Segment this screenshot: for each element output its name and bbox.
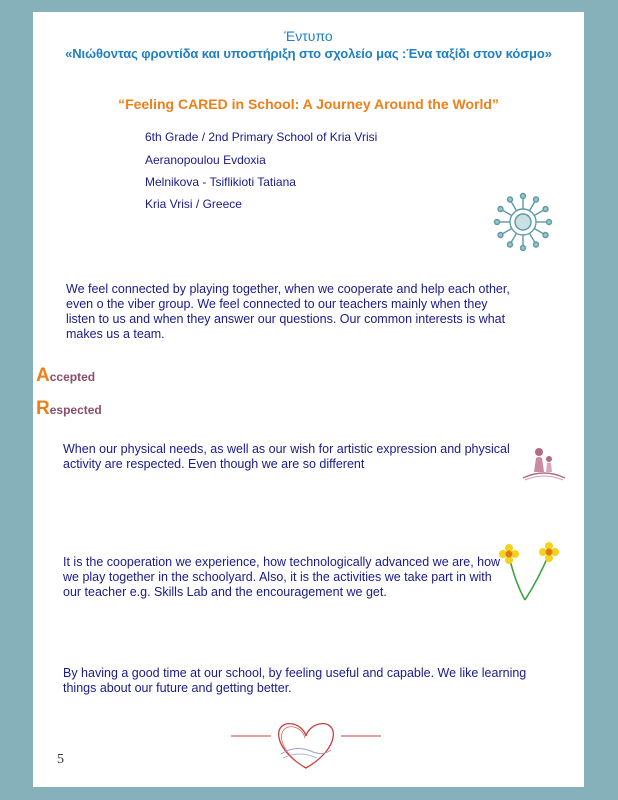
info-teacher-2: Melnikova - Tsiflikioti Tatiana <box>145 175 296 189</box>
text-line: We feel connected by playing together, when we cooperate and help each other, <box>66 282 510 296</box>
respected-paragraph <box>63 442 510 472</box>
text-line: By having a good time at our school, by feeling useful and capable. We like learning <box>63 666 527 680</box>
text-line: activity are respected. Even though we are so different <box>63 457 365 471</box>
enjoy-paragraph <box>63 555 500 600</box>
text-line: even o the viber group. We feel connected to our teachers mainly when they <box>66 297 488 311</box>
text-line: When our physical needs, as well as our wish for artistic expression and physical <box>63 442 510 456</box>
english-title: “Feeling CARED in School: A Journey Around the World” <box>118 96 499 112</box>
info-school: 6th Grade / 2nd Primary School of Kria Vrisi <box>145 130 378 144</box>
respected-heading <box>36 398 102 420</box>
parent-child-icon <box>521 444 567 482</box>
heart-hands-icon <box>231 714 381 774</box>
accepted-initial: A <box>36 365 50 386</box>
info-teacher-1: Aeranopoulou Evdoxia <box>145 153 266 167</box>
page-number: 5 <box>57 752 64 767</box>
document-page <box>33 12 584 787</box>
connected-paragraph <box>66 282 510 342</box>
respected-initial: R <box>36 398 50 419</box>
greek-title: «Νιώθοντας φροντίδα και υποστήριξη στο σχολείο μας :Ένα ταξίδι στον κόσμο» <box>65 46 552 61</box>
text-line: we play together in the schoolyard. Also, it is the activities we take part in with <box>63 570 492 584</box>
info-location: Kria Vrisi / Greece <box>145 197 242 211</box>
text-line: things about our future and getting better. <box>63 681 292 695</box>
form-label: Έντυπο <box>284 28 333 44</box>
good-time-paragraph <box>63 666 526 696</box>
text-line: makes us a team. <box>66 327 165 341</box>
text-line: listen to us and when they answer our questions. Our common interests is what <box>66 312 506 326</box>
flower-circle-icon <box>493 192 553 252</box>
respected-rest: espected <box>49 403 102 417</box>
accepted-heading <box>36 365 95 387</box>
text-line: It is the cooperation we experience, how technologically advanced we are, how <box>63 555 501 569</box>
text-line: our teacher e.g. Skills Lab and the encouragement we get. <box>63 585 387 599</box>
flowers-icon <box>495 542 563 604</box>
accepted-rest: ccepted <box>49 370 96 384</box>
